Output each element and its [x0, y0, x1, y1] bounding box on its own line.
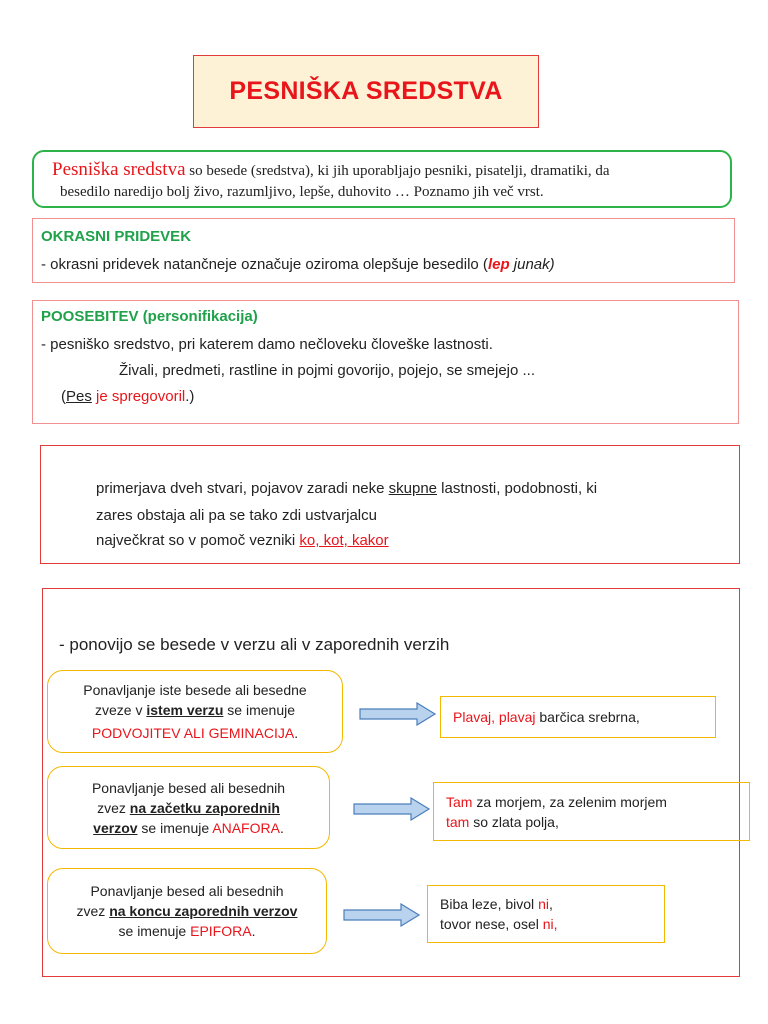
text: so zlata polja,: [469, 813, 559, 830]
intro-text-2: besedilo naredijo bolj živo, razumljivo, lepše, duhovito … Poznamo jih več vrst.: [60, 184, 544, 200]
section-definition: [41, 255, 726, 275]
example-predicate: je spregovoril: [91, 388, 186, 405]
text: barčica srebrna,: [535, 709, 640, 725]
example-box-anafora: [433, 782, 750, 841]
repeated-words: Plavaj, plavaj: [453, 709, 536, 725]
example-box-epifora: [427, 885, 665, 943]
conjunctions: ko, kot, kakor: [299, 532, 389, 549]
example-word: lep: [487, 256, 510, 273]
page-title: PESNIŠKA SREDSTVA: [229, 77, 503, 105]
text: največkrat so v pomoč vezniki: [96, 532, 300, 549]
text: lastnosti, podobnosti, ki: [437, 480, 598, 497]
section-heading: - ponovijo se besede v verzu ali v zaporednih verzih: [59, 635, 450, 654]
section-primera: [40, 445, 740, 564]
definition-line: [48, 901, 326, 921]
intro-lead: Pesniška sredstva: [52, 159, 186, 180]
paren-close: .): [185, 388, 195, 405]
intro-box: [32, 150, 732, 208]
definition-box-epifora: [47, 868, 327, 954]
definition-line: Ponavljanje besed ali besednih: [91, 779, 286, 796]
definition-line: [48, 700, 342, 720]
intro-line-1: [52, 159, 712, 182]
text: primerjava dveh stvari, pojavov zaradi neke: [96, 480, 389, 497]
emphasis: na koncu zaporednih verzov: [109, 903, 298, 919]
text: za morjem, za zelenim morjem: [472, 793, 667, 810]
repeated-word: ni: [538, 896, 549, 912]
text: .: [294, 725, 299, 741]
intro-text-1: so besede (sredstva), ki jih uporabljajo pesniki, pisatelji, dramatiki, da: [185, 163, 610, 179]
text: ,: [548, 896, 553, 912]
text: .: [251, 923, 256, 939]
text: Biba leze, bivol: [440, 896, 539, 912]
example-line: [453, 707, 703, 727]
right-arrow-icon: [353, 797, 431, 821]
example-line: [446, 812, 737, 832]
definition-box-podvojitev: [47, 670, 343, 753]
section-poosebitev: [32, 300, 739, 424]
definition-box-anafora: [47, 766, 330, 849]
definition-text: - okrasni pridevek natančneje označuje oziroma olepšuje besedilo (: [41, 256, 488, 273]
title-box: [193, 55, 539, 128]
text: zvez: [97, 799, 130, 816]
primera-line-1: [96, 480, 597, 497]
paren-open: (: [61, 388, 66, 405]
text: se imenuje: [118, 923, 191, 939]
section-heading: OKRASNI PRIDEVEK: [41, 228, 192, 245]
definition-line: Ponavljanje iste besede ali besedne: [83, 682, 307, 698]
example-box-podvojitev: [440, 696, 716, 738]
section-okrasni-pridevek: [32, 218, 735, 283]
example-rest: junak): [509, 256, 555, 273]
definition-line: [48, 818, 329, 838]
right-arrow-icon: [359, 702, 437, 726]
text: .: [279, 819, 284, 836]
term: PODVOJITEV ALI GEMINACIJA: [91, 725, 295, 741]
example-line: [440, 894, 652, 914]
text: zvez: [76, 903, 110, 919]
underlined-word: skupne: [388, 480, 438, 497]
definition-line: Ponavljanje besed ali besednih: [90, 883, 284, 899]
repeated-word: tam: [446, 813, 470, 830]
emphasis: istem verzu: [146, 702, 224, 718]
primera-line-3: [96, 532, 389, 549]
repeated-word: ni,: [542, 916, 558, 932]
term: ANAFORA: [212, 819, 280, 836]
example-line: [446, 792, 737, 812]
emphasis: na začetku zaporednih: [129, 799, 280, 816]
example-subject: Pes: [66, 388, 92, 405]
repeated-word: Tam: [446, 793, 473, 810]
definition-line-1: - pesniško sredstvo, pri katerem damo nečloveku človeške lastnosti.: [41, 336, 493, 353]
section-heading: POOSEBITEV (personifikacija): [41, 308, 258, 325]
example-line: [440, 914, 652, 934]
text: zveze v: [95, 702, 147, 718]
text: se imenuje: [137, 819, 213, 836]
text: se imenuje: [223, 702, 295, 718]
text: tovor nese, osel: [440, 916, 543, 932]
definition-line: [48, 798, 329, 818]
definition-line: [48, 921, 326, 941]
emphasis: verzov: [93, 819, 138, 836]
section-ponavljanje: [42, 588, 740, 977]
term: EPIFORA: [190, 923, 252, 939]
right-arrow-icon: [343, 903, 421, 927]
example-line: [41, 387, 730, 407]
definition-line: [48, 723, 342, 743]
primera-line-2: zares obstaja ali pa se tako zdi ustvarjalcu: [96, 507, 377, 524]
definition-line-2: Živali, predmeti, rastline in pojmi govorijo, pojejo, se smejejo ...: [119, 362, 536, 379]
